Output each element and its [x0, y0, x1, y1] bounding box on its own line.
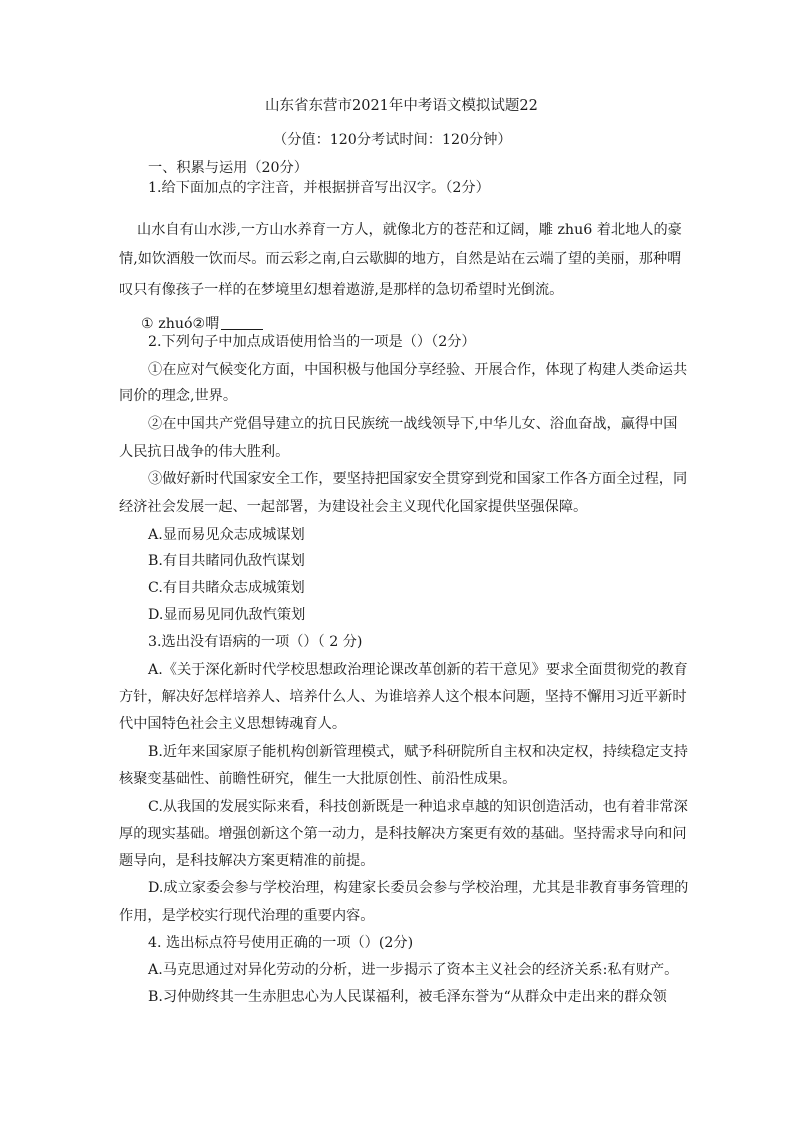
q2-sentence-1b: 同价的理念,世界。 — [119, 388, 238, 404]
q1-answer-label: ① zhuó②喟 — [141, 316, 220, 332]
q3-option-d-2: 作用，是学校实行现代治理的重要内容。 — [119, 908, 375, 924]
q3-option-d-1: D.成立家委会参与学校治理，构建家长委员会参与学校治理，尤其是非教育事务管理的 — [148, 880, 689, 896]
q3-option-b-2: 核聚变基础性、前瞻性研究，催生一大批原创性、前沿性成果。 — [119, 771, 517, 787]
q1-passage-line-1: 山水自有山水涉,一方山水养育一方人，就像北方的苍茫和辽阔，雕 zhu6 着北地人的豪 — [137, 222, 682, 238]
q1-prompt: 1.给下面加点的字注音，并根据拼音写出汉字。（2分） — [148, 180, 490, 196]
q1-passage-line-2: 情,如饮酒般一饮而尽。而云彩之南,白云歇脚的地方，自然是站在云端了望的美丽，那种喟 — [119, 251, 682, 267]
q2-prompt: 2.下列句子中加点成语使用恰当的一项是（）（2分） — [148, 334, 476, 350]
q1-answer-line — [141, 314, 263, 334]
q2-option-a: A.显而易见众志成城谋划 — [148, 527, 305, 543]
section-heading: 一、积累与运用（20分） — [148, 160, 308, 176]
q2-sentence-3b: 经济社会发展一起、一起部署，为建设社会主义现代化国家提供坚强保障。 — [119, 499, 588, 515]
q2-option-b: B.有目共睹同仇敌忾谋划 — [148, 553, 305, 569]
page-title: 山东省东营市2021年中考语文模拟试题22 — [265, 98, 538, 114]
q3-prompt: 3.选出没有语病的一项（）（ 2 分) — [148, 634, 363, 650]
q2-sentence-2b: 人民抗日战争的伟大胜利。 — [119, 444, 290, 460]
q4-prompt: 4. 选出标点符号使用正确的一项（）(2分) — [148, 935, 414, 951]
q3-option-c-1: C.从我国的发展实际来看，科技创新既是一种追求卓越的知识创造活动，也有着非常深 — [148, 799, 688, 815]
q3-option-c-3: 题导向，是科技解决方案更精准的前提。 — [119, 853, 375, 869]
q4-option-a: A.马克思通过对异化劳动的分析，进一步揭示了资本主义社会的经济关系:私有财产。 — [148, 962, 679, 978]
q3-option-b-1: B.近年来国家原子能机构创新管理模式，赋予科研院所自主权和决定权，持续稳定支持 — [148, 744, 688, 760]
q2-option-c: C.有目共睹众志成城策划 — [148, 580, 305, 596]
q2-sentence-3a: ③做好新时代国家安全工作，要坚持把国家安全贯穿到党和国家工作各方面全过程，同 — [148, 471, 688, 487]
q1-passage-line-3: 叹只有像孩子一样的在梦境里幻想着遨游,是那样的急切希望时光倒流。 — [119, 282, 564, 298]
q3-option-c-2: 厚的现实基础。增强创新这个第一动力，是科技解决方案更有效的基础。坚持需求导向和问 — [119, 826, 687, 842]
q3-option-a-3: 代中国特色社会主义思想铸魂育人。 — [119, 716, 347, 732]
q2-option-d: D.显而易见同仇敌忾策划 — [148, 607, 306, 623]
q3-option-a-2: 方针，解决好怎样培养人、培养什么人、为谁培养人这个根本问题，坚持不懈用习近平新时 — [119, 689, 687, 705]
q4-option-b: B.习仲勋终其一生赤胆忠心为人民谋福利，被毛泽东誉为“从群众中走出来的群众领 — [148, 989, 667, 1005]
q2-sentence-2a: ②在中国共产党倡导建立的抗日民族统一战线领导下,中华儿女、浴血奋战，赢得中国 — [148, 416, 678, 432]
page-subtitle: （分值：120分考试时间：120分钟） — [273, 132, 512, 148]
q2-sentence-1a: ①在应对气候变化方面，中国积极与他国分享经验、开展合作，体现了构建人类命运共 — [148, 362, 688, 378]
answer-blank[interactable] — [221, 315, 263, 330]
q3-option-a-1: A.《关于深化新时代学校思想政治理论课改革创新的若干意见》要求全面贯彻党的教育 — [148, 662, 688, 678]
